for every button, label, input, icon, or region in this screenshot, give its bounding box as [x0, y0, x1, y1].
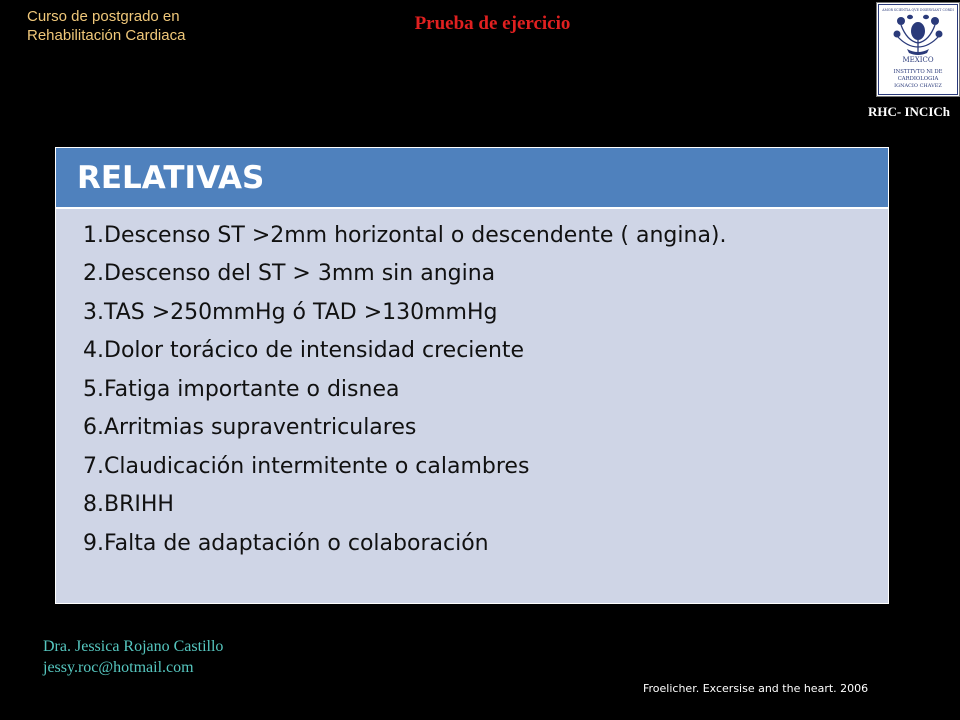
- logo-country: MEXICO: [902, 56, 934, 64]
- logo-emblem-icon: [877, 3, 959, 96]
- item-number: 2.: [83, 261, 104, 287]
- institution-logo: [876, 2, 960, 97]
- item-text: Descenso ST >2mm horizontal o descendente ( angina).: [104, 222, 727, 248]
- course-line-2: Rehabilitación Cardiaca: [27, 27, 186, 44]
- list-item: [56, 332, 888, 371]
- author-block: [43, 636, 223, 678]
- item-number: 6.: [83, 415, 104, 441]
- item-text: Claudicación intermitente o calambres: [104, 453, 530, 479]
- reference-citation: Froelicher. Excersise and the heart. 2006: [643, 682, 869, 695]
- list-item: [56, 370, 888, 409]
- item-number: 1.: [83, 222, 104, 248]
- item-text: TAS >250mmHg ó TAD >130mmHg: [104, 299, 498, 325]
- item-text: Dolor torácico de intensidad creciente: [104, 338, 525, 364]
- logo-institution-line-3: IGNACIO CHAVEZ: [894, 83, 942, 89]
- logo-institution-line-2: CARDIOLOGIA: [897, 76, 939, 82]
- list-item: [56, 216, 888, 255]
- course-line-1: Curso de postgrado en: [27, 8, 180, 25]
- list-item: [56, 255, 888, 294]
- item-number: 7.: [83, 453, 104, 479]
- criteria-list: [56, 209, 888, 563]
- item-number: 5.: [83, 376, 104, 402]
- table-header: RELATIVAS: [56, 148, 888, 209]
- author-name: Dra. Jessica Rojano Castillo: [43, 638, 224, 655]
- item-text: BRIHH: [104, 492, 174, 518]
- item-text: Arritmias supraventriculares: [104, 415, 417, 441]
- logo-top-text: AMOR SCIENTIA QVE INSERVIANT CORDI: [882, 8, 954, 12]
- list-item: [56, 293, 888, 332]
- item-number: 9.: [83, 530, 104, 556]
- list-item: [56, 524, 888, 563]
- item-number: 8.: [83, 492, 104, 518]
- criteria-table: [55, 147, 889, 604]
- item-text: Descenso del ST > 3mm sin angina: [104, 261, 496, 287]
- item-text: Falta de adaptación o colaboración: [104, 530, 489, 556]
- list-item: [56, 409, 888, 448]
- author-email: jessy.roc@hotmail.com: [43, 659, 194, 676]
- item-number: 3.: [83, 299, 104, 325]
- item-number: 4.: [83, 338, 104, 364]
- slide-title: Prueba de ejercicio: [414, 13, 571, 34]
- logo-institution-line-1: INSTITVTO Nl DE: [893, 69, 943, 75]
- item-text: Fatiga importante o disnea: [104, 376, 400, 402]
- list-item: [56, 486, 888, 525]
- list-item: [56, 447, 888, 486]
- organization-label: RHC- INCICh: [868, 104, 950, 119]
